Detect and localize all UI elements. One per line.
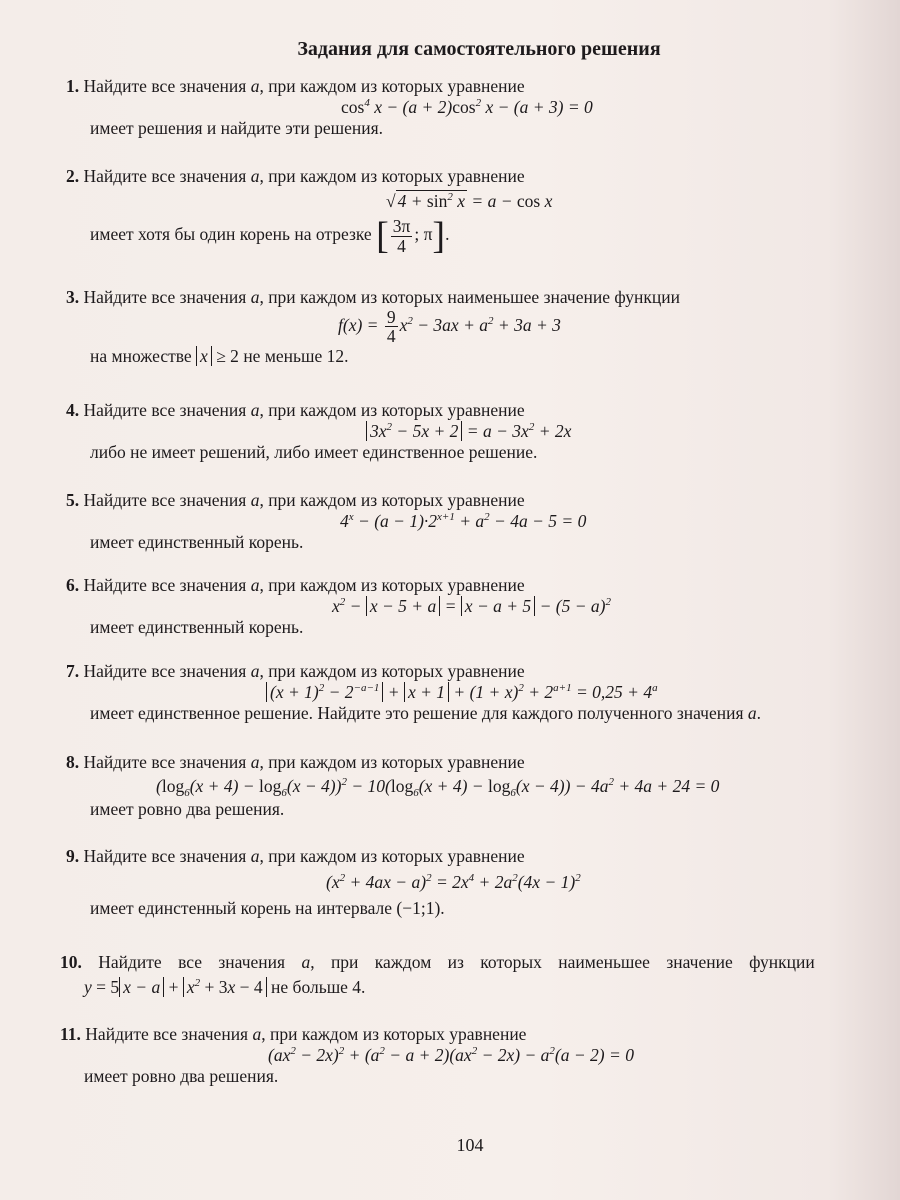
problem-1: 1. Найдите все значения a, при каждом из которых уравнение $\cos^4 x - (a + 2)\cos^2$ x − (a + 3) = 0 имеет решения и найдите эти решения.	[66, 76, 593, 138]
formula-7: $(x + 1)^2 - 2^{-a-1} + x + 1 + (1 + x)^2 + 2^{a+1} = 0,25 + 4^a$	[266, 682, 761, 703]
formula-3: f(x) = $\frac{9}{4}$ $x^2 - 3ax + a^2 + 3a + 3$	[338, 307, 561, 347]
problem-11: 11. Найдите все значения a, при каждом из которых уравнение $(ax^2 - 2x)^2 + (a^2 - a + 2)(ax^2 - 2x) - a^2(a - 2) = 0$ имеет ровно два решения.	[60, 1024, 634, 1086]
formula-9: $(x^2 + 4ax - a)^2 = 2x^4 + 2a^2(4x - 1)^2$	[326, 872, 581, 892]
formula-5: $4^x - (a - 1)\cdot 2^{x+1} + a^2 - 4a - 5 = 0$	[340, 511, 587, 531]
formula-1: $\cos^4 x - (a + 2)\cos^2$ x − (a + 3) = 0	[341, 97, 593, 117]
formula-2: √ $4 + \sin^2 x = a - \cos x$	[386, 191, 553, 211]
formula-4: $3x^2 - 5x + 2 = a - 3x^2 + 2x$	[366, 421, 571, 442]
problem-4: 4. Найдите все значения a, при каждом из которых уравнение $3x^2 - 5x + 2 = a - 3x^2 + 2x$ либо не имеет решений, либо имеет единственное решение.	[66, 400, 572, 462]
problem-7: 7. Найдите все значения a, при каждом из которых уравнение $(x + 1)^2 - 2^{-a-1} + x + 1 + (1 + x)^2 + 2^{a+1} = 0,25 + 4^a$ имеет единственное решение. Найдите это решение для каждого полученного значения a.	[66, 661, 762, 723]
formula-6: $x^2 - x - 5 + a = x - a + 5 - (5 - a)^2$	[332, 596, 611, 616]
problem-5: 5. Найдите все значения a, при каждом из которых уравнение $4^x - (a - 1)\cdot 2^{x+1} + a^2 - 4a - 5 = 0$ имеет единственный корень.	[66, 490, 587, 552]
formula-10: y = 5 $x - a + x^2 + 3x - 4$ не больше 4.	[84, 977, 366, 997]
problem-10: 10. Найдите все значения a, при каждом из которых наименьшее значение функции y = 5 $x - a + x^2 + 3x - 4$ не больше 4.	[60, 952, 815, 997]
problem-6: 6. Найдите все значения a, при каждом из которых уравнение $x^2 - x - 5 + a = x - a + 5 - (5 - a)^2$ имеет единственный корень.	[66, 575, 611, 637]
formula-8: $(\log_6(x + 4) - \log_6(x - 4))^2 - 10(\log_6(x + 4) - \log_6(x - 4)) - 4a^2 + 4a + 24 = 0$	[156, 776, 720, 799]
page-number: 104	[456, 1135, 484, 1155]
problem-9: 9. Найдите все значения a, при каждом из которых уравнение $(x^2 + 4ax - a)^2 = 2x^4 + 2a^2(4x - 1)^2$ имеет единстенный корень на интервале (−1;1).	[66, 846, 581, 918]
problem-8: 8. Найдите все значения a, при каждом из которых уравнение $(\log_6(x + 4) - \log_6(x - 4))^2 - 10(\log_6(x + 4) - \log_6(x - 4)) - 4a^2 + 4a + 24 = 0$ имеет ровно два решения.	[66, 752, 720, 819]
problem-2: 2. Найдите все значения a, при каждом из которых уравнение √ $4 + \sin^2 x = a - \cos x$ имеет хотя бы один корень на отрезке [ $\frac{3\pi}{4}$ ; π].	[66, 166, 553, 257]
problem-3: 3. Найдите все значения a, при каждом из которых наименьшее значение функции f(x) = $\frac{9}{4}$ $x^2 - 3ax + a^2 + 3a + 3$ на множестве x ≥ 2 не меньше 12.	[66, 287, 680, 366]
page-title: Задания для самостоятельного решения	[297, 38, 661, 60]
formula-11: $(ax^2 - 2x)^2 + (a^2 - a + 2)(ax^2 - 2x) - a^2(a - 2) = 0$	[268, 1045, 634, 1065]
